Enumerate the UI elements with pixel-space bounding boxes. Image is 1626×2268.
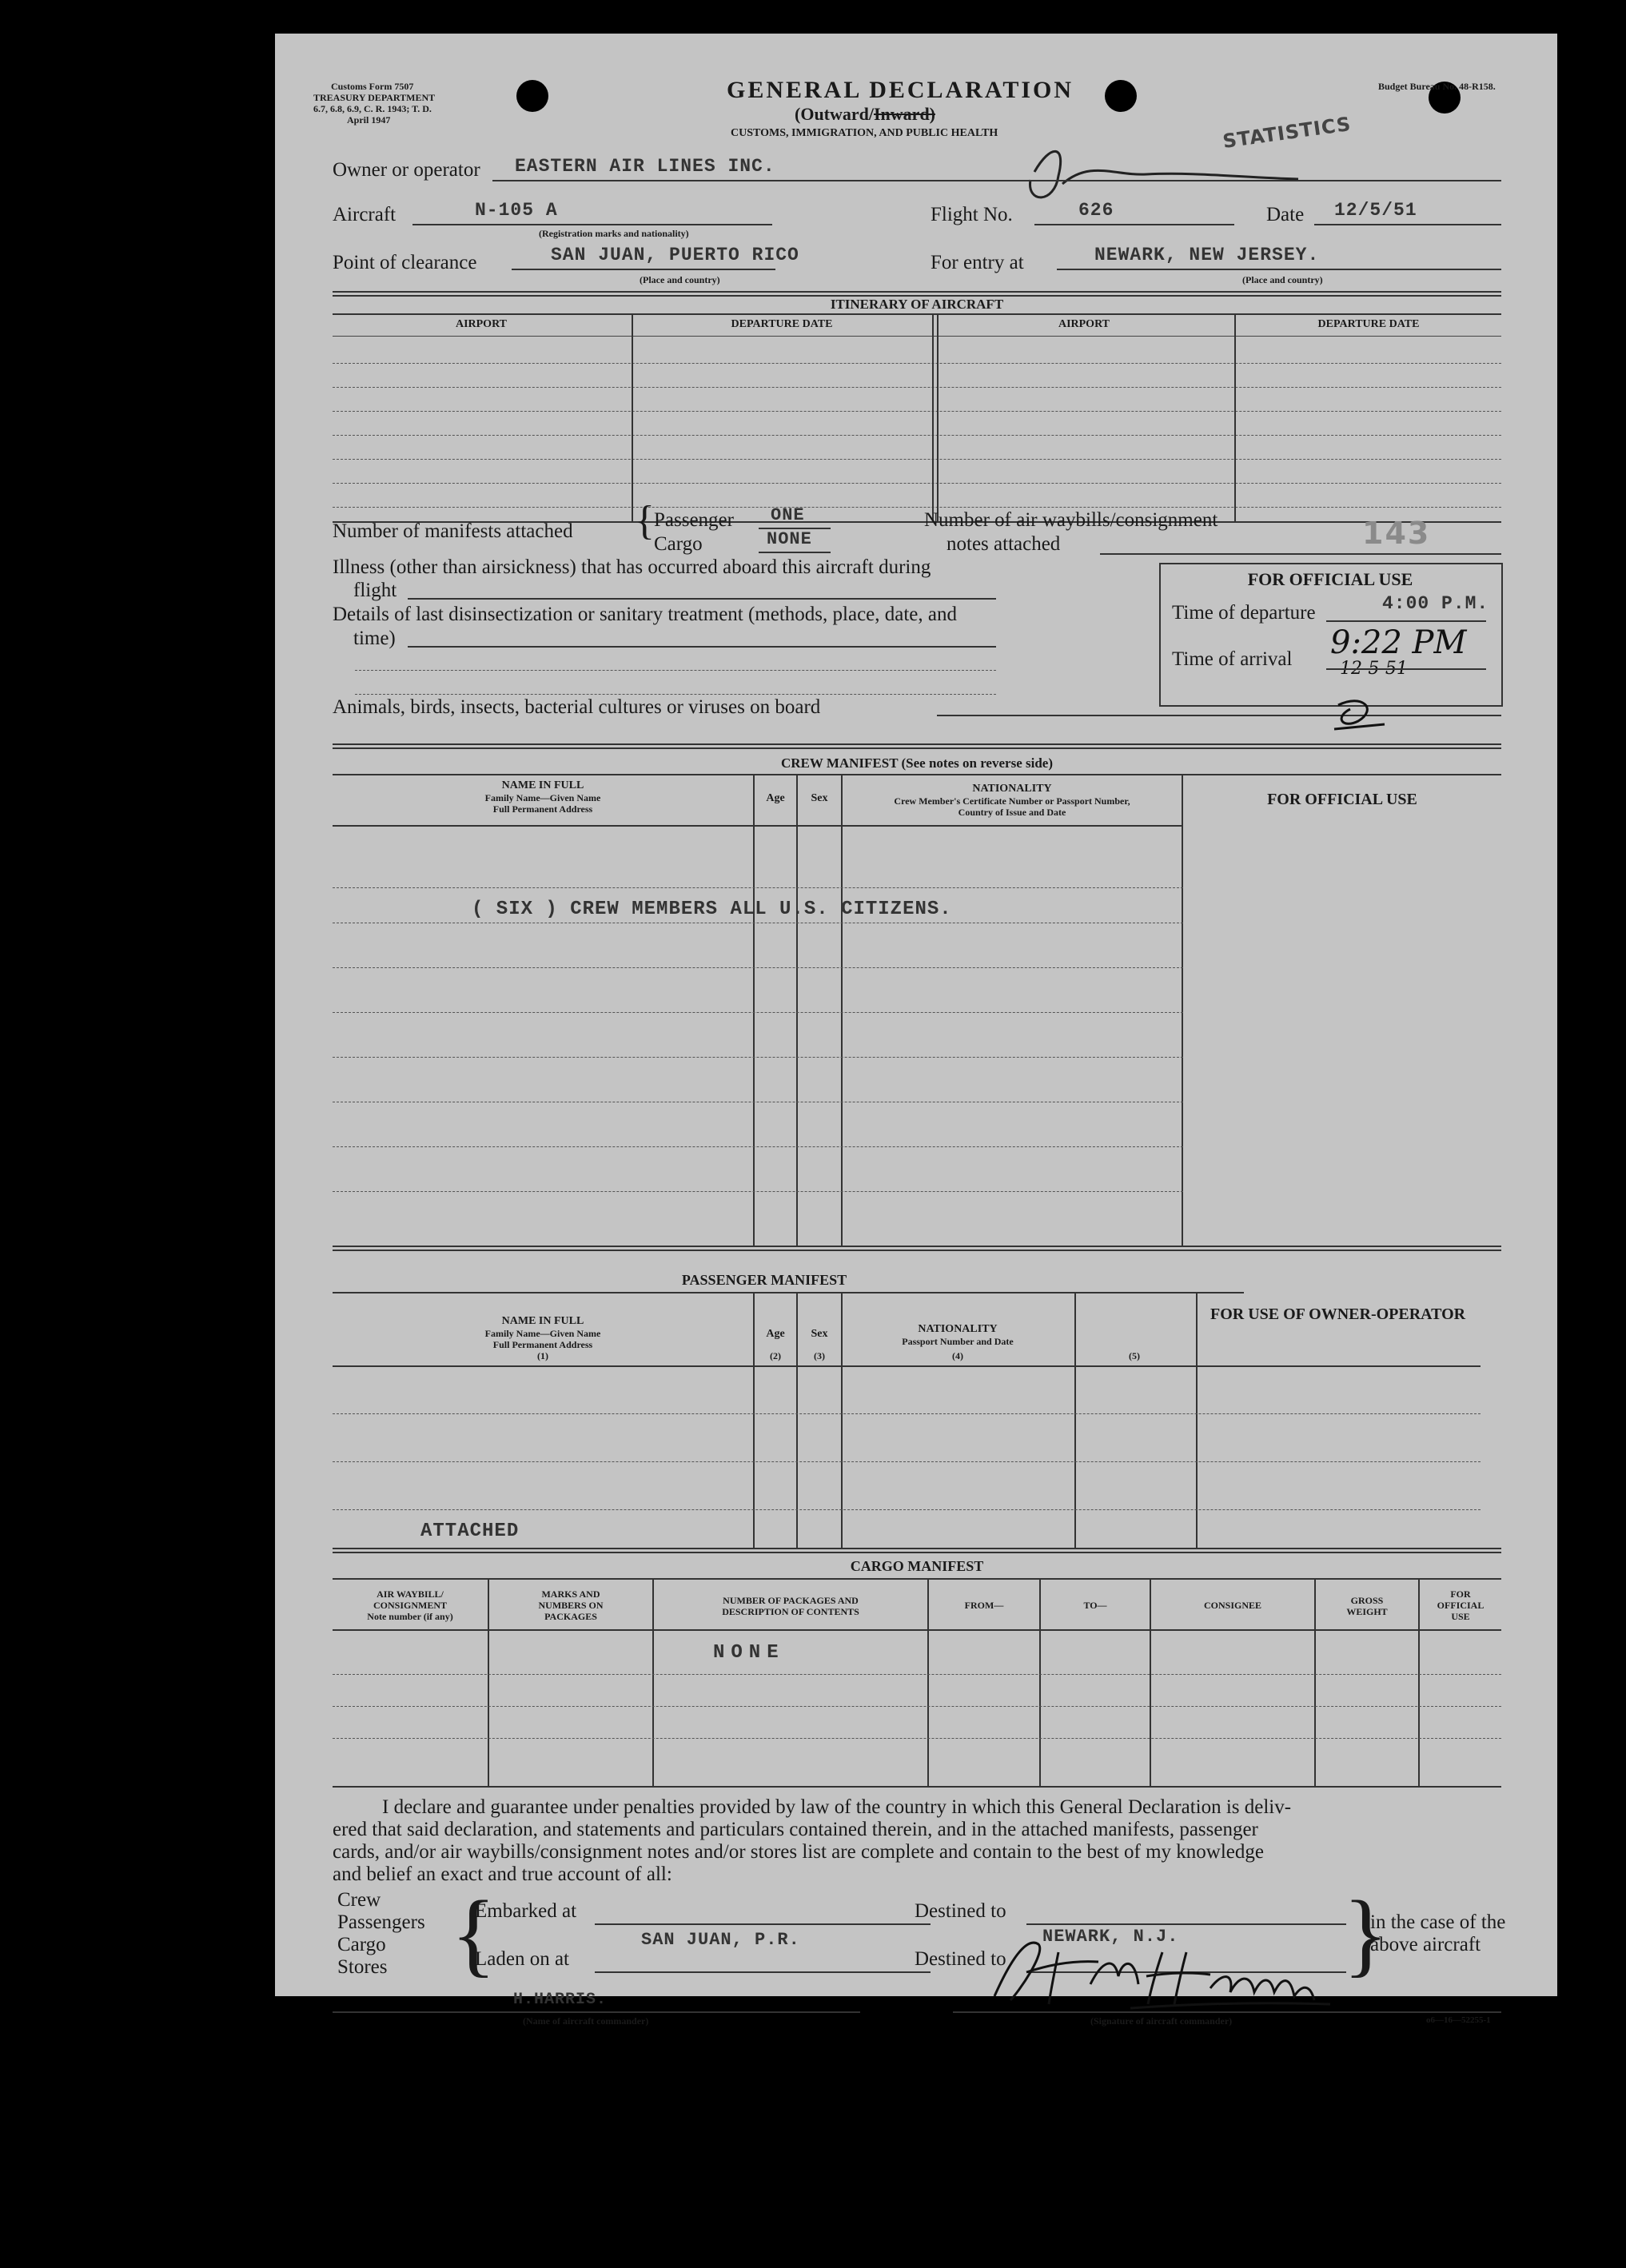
cargo-header-rule bbox=[333, 1578, 1501, 1580]
declaration-brace-right: } bbox=[1343, 1881, 1389, 1986]
crew-top-rule-2 bbox=[333, 747, 1501, 749]
clearance-value: SAN JUAN, PUERTO RICO bbox=[551, 245, 799, 265]
case-label-2: above aircraft bbox=[1370, 1934, 1481, 1955]
crew-col-name-sub1: Family Name—Given Name bbox=[484, 792, 601, 803]
crew-col-divider bbox=[753, 774, 755, 1246]
passenger-col-divider bbox=[796, 1292, 798, 1549]
passenger-col-owner-operator: FOR USE OF OWNER-OPERATOR bbox=[1210, 1305, 1466, 1323]
disinsect-line-2 bbox=[355, 670, 996, 671]
flight-number-line bbox=[1034, 224, 1234, 225]
embarked-label: Embarked at bbox=[475, 1900, 577, 1922]
cargo-col-waybill-1: AIR WAYBILL/ bbox=[377, 1588, 444, 1600]
crew-row-rule bbox=[333, 1191, 1183, 1192]
cargo-manifest-label: Cargo bbox=[654, 533, 703, 555]
entry-hint: (Place and country) bbox=[1242, 274, 1323, 285]
crew-header-rule bbox=[333, 774, 1501, 775]
passenger-col-divider bbox=[1196, 1292, 1198, 1549]
passenger-top-rule-2 bbox=[333, 1250, 1501, 1251]
owner-label: Owner or operator bbox=[333, 159, 480, 181]
crew-col-age: Age bbox=[766, 792, 785, 804]
commander-signature bbox=[970, 1928, 1338, 2016]
case-label-1: in the case of the bbox=[1370, 1911, 1506, 1933]
embarked-line bbox=[595, 1923, 931, 1925]
disinsect-line-3 bbox=[355, 694, 996, 695]
crew-col-nationality: NATIONALITY bbox=[972, 783, 1052, 795]
form-agencies: CUSTOMS, IMMIGRATION, AND PUBLIC HEALTH bbox=[731, 127, 998, 139]
crew-col-sex: Sex bbox=[811, 792, 828, 804]
manifests-brace: { bbox=[635, 498, 655, 544]
crew-row-rule bbox=[333, 887, 1183, 888]
itinerary-row-rule bbox=[333, 411, 1501, 412]
destined-label-2: Destined to bbox=[915, 1948, 1006, 1970]
itinerary-col-divider bbox=[937, 313, 939, 521]
signature-label: (Signature of aircraft commander) bbox=[1090, 2015, 1233, 2027]
itinerary-col-divider bbox=[932, 313, 934, 521]
declaration-stores: Stores bbox=[337, 1956, 388, 1978]
animals-line bbox=[937, 715, 1501, 716]
declaration-crew: Crew bbox=[337, 1889, 381, 1911]
regulations-label: 6.7, 6.8, 6.9, C. R. 1943; T. D. bbox=[313, 103, 432, 114]
commander-name-value: H.HARRIS. bbox=[513, 1991, 608, 2009]
crew-row-rule bbox=[333, 1146, 1183, 1147]
illness-line bbox=[408, 598, 996, 600]
itinerary-header-rule bbox=[333, 313, 1501, 315]
disinsect-label-2: time) bbox=[353, 628, 396, 649]
destined-label-1: Destined to bbox=[915, 1900, 1006, 1922]
date-value: 12/5/51 bbox=[1334, 200, 1417, 221]
passenger-manifest-title: PASSENGER MANIFEST bbox=[681, 1272, 847, 1288]
flight-number-label: Flight No. bbox=[931, 204, 1013, 225]
budget-bureau-number: Budget Bureau No. 48-R158. bbox=[1378, 81, 1496, 92]
waybills-label-2: notes attached bbox=[947, 533, 1061, 555]
passenger-header-rule bbox=[333, 1292, 1244, 1293]
passenger-col-name: NAME IN FULL bbox=[501, 1315, 584, 1327]
manifests-label: Number of manifests attached bbox=[333, 520, 573, 542]
aircraft-value: N-105 A bbox=[475, 200, 558, 221]
passenger-col-sex-num: (3) bbox=[814, 1350, 825, 1361]
cargo-col-consignee: CONSIGNEE bbox=[1203, 1600, 1262, 1611]
passenger-manifest-value: ONE bbox=[771, 505, 805, 525]
passenger-col-age: Age bbox=[766, 1328, 785, 1340]
itinerary-row-rule bbox=[333, 459, 1501, 460]
departure-time-value: 4:00 P.M. bbox=[1382, 593, 1489, 614]
print-code: o6—16—52255-1 bbox=[1426, 2015, 1491, 2025]
passenger-col-5: (5) bbox=[1129, 1350, 1140, 1361]
waybills-value: 143 bbox=[1362, 516, 1431, 551]
declaration-passengers: Passengers bbox=[337, 1911, 425, 1933]
passenger-header-bottom-rule bbox=[333, 1365, 1481, 1367]
animals-label: Animals, birds, insects, bacterial cultures or viruses on board bbox=[333, 696, 821, 718]
disinsect-label-1: Details of last disinsectization or sanitary treatment (methods, place, date, and bbox=[333, 604, 957, 625]
cargo-col-official-3: USE bbox=[1451, 1611, 1470, 1622]
itinerary-row-rule bbox=[333, 483, 1501, 484]
itinerary-row-rule bbox=[333, 336, 1501, 337]
cargo-manifest-line bbox=[759, 552, 831, 553]
crew-col-divider bbox=[796, 774, 798, 1246]
signature-line bbox=[953, 2011, 1501, 2013]
handwritten-initial-mark bbox=[1018, 128, 1306, 208]
passenger-col-name-sub2: Full Permanent Address bbox=[492, 1339, 593, 1350]
clearance-label: Point of clearance bbox=[333, 252, 477, 273]
arrival-time-value: 9:22 PM bbox=[1330, 624, 1467, 661]
crew-col-name-sub2: Full Permanent Address bbox=[492, 803, 593, 815]
cargo-top-rule-2 bbox=[333, 1552, 1501, 1553]
declaration-line-3: cards, and/or air waybills/consignment notes and/or stores list are complete and contain to the best of my knowledge bbox=[333, 1841, 1264, 1863]
itinerary-row-rule bbox=[333, 507, 1501, 508]
passenger-col-name-sub1: Family Name—Given Name bbox=[484, 1328, 601, 1339]
cargo-col-official-1: FOR bbox=[1450, 1588, 1471, 1600]
form-date: April 1947 bbox=[347, 114, 391, 126]
cargo-row-rule bbox=[333, 1706, 1501, 1707]
itinerary-row-rule bbox=[333, 435, 1501, 436]
cargo-header-bottom-rule bbox=[333, 1629, 1501, 1631]
itinerary-row-rule bbox=[333, 387, 1501, 388]
crew-col-official: FOR OFFICIAL USE bbox=[1267, 791, 1417, 808]
crew-header-bottom-rule bbox=[333, 825, 1183, 827]
passenger-col-age-num: (2) bbox=[770, 1350, 781, 1361]
passenger-row-rule bbox=[333, 1509, 1481, 1510]
cargo-col-waybill-2: CONSIGNMENT bbox=[373, 1600, 447, 1611]
itinerary-top-rule bbox=[333, 291, 1501, 293]
flight-number-value: 626 bbox=[1078, 200, 1114, 221]
entry-line bbox=[1057, 269, 1501, 270]
declaration-line-2: ered that said declaration, and statements and particulars contained therein, and in the attached manifests, passenger bbox=[333, 1819, 1258, 1840]
declaration-line-1: I declare and guarantee under penalties provided by law of the country in which this General Declaration is deliv- bbox=[382, 1796, 1292, 1818]
form-number: Customs Form 7507 bbox=[331, 81, 414, 92]
commander-name-label: (Name of aircraft commander) bbox=[523, 2015, 649, 2027]
passenger-col-divider bbox=[1074, 1292, 1076, 1549]
arrival-time-line bbox=[1326, 668, 1486, 670]
cargo-col-marks-2: NUMBERS ON bbox=[538, 1600, 604, 1611]
official-initial-mark bbox=[1330, 689, 1386, 737]
treasury-label: TREASURY DEPARTMENT bbox=[313, 92, 436, 103]
owner-value: EASTERN AIR LINES INC. bbox=[515, 156, 775, 177]
declaration-line-4: and belief an exact and true account of all: bbox=[333, 1863, 672, 1885]
itinerary-row-rule bbox=[333, 363, 1501, 364]
punch-hole bbox=[516, 80, 548, 112]
clearance-hint: (Place and country) bbox=[640, 274, 720, 285]
cargo-col-marks-3: PACKAGES bbox=[544, 1611, 597, 1622]
declaration-cargo: Cargo bbox=[337, 1934, 386, 1955]
crew-row-rule bbox=[333, 1012, 1183, 1013]
passenger-col-nationality-num: (4) bbox=[952, 1350, 963, 1361]
cargo-top-rule bbox=[333, 1548, 1501, 1549]
date-line bbox=[1314, 224, 1501, 225]
aircraft-label: Aircraft bbox=[333, 204, 397, 225]
cargo-col-gross-2: WEIGHT bbox=[1346, 1606, 1388, 1617]
illness-label-2: flight bbox=[353, 580, 397, 601]
disinsect-line bbox=[408, 646, 996, 648]
cargo-row-rule bbox=[333, 1674, 1501, 1675]
passenger-top-rule bbox=[333, 1246, 1501, 1247]
cargo-col-from: FROM— bbox=[964, 1600, 1004, 1611]
passenger-col-divider bbox=[841, 1292, 843, 1549]
crew-col-divider bbox=[1182, 774, 1183, 1246]
date-label: Date bbox=[1266, 204, 1305, 225]
cargo-manifest-value: NONE bbox=[767, 529, 812, 549]
crew-row-rule bbox=[333, 1057, 1183, 1058]
aircraft-line bbox=[412, 224, 772, 225]
crew-top-rule bbox=[333, 743, 1501, 745]
cargo-bottom-rule bbox=[333, 1786, 1501, 1788]
passenger-col-nationality-sub: Passport Number and Date bbox=[902, 1336, 1014, 1347]
statistics-stamp: STATISTICS bbox=[1221, 112, 1353, 153]
arrival-date-value: 12-5-51 bbox=[1340, 659, 1408, 679]
waybills-line bbox=[1100, 553, 1501, 555]
waybills-label-1: Number of air waybills/consignment bbox=[924, 509, 1218, 531]
laden-label: Laden on at bbox=[475, 1948, 570, 1970]
departure-time-label: Time of departure bbox=[1172, 602, 1316, 624]
clearance-line bbox=[512, 269, 775, 270]
itinerary-col-airport-1: AIRPORT bbox=[455, 318, 508, 330]
illness-label-1: Illness (other than airsickness) that has occurred aboard this aircraft during bbox=[333, 556, 931, 578]
destined-value: NEWARK, N.J. bbox=[1042, 1927, 1179, 1947]
entry-value: NEWARK, NEW JERSEY. bbox=[1094, 245, 1320, 265]
form-title: GENERAL DECLARATION bbox=[727, 77, 1074, 103]
passenger-row-rule bbox=[333, 1413, 1481, 1414]
crew-col-divider bbox=[841, 774, 843, 1246]
itinerary-col-airport-2: AIRPORT bbox=[1058, 318, 1110, 330]
cargo-entry: NONE bbox=[713, 1642, 785, 1664]
passenger-col-nationality: NATIONALITY bbox=[918, 1323, 998, 1335]
crew-row-rule bbox=[333, 967, 1183, 968]
departure-time-line bbox=[1326, 620, 1486, 622]
crew-manifest-title: CREW MANIFEST (See notes on reverse side) bbox=[781, 755, 1053, 771]
subtitle-inward-struck: Inward) bbox=[874, 104, 936, 124]
arrival-time-label: Time of arrival bbox=[1172, 648, 1293, 670]
declaration-form-page bbox=[275, 34, 1557, 2027]
itinerary-title: ITINERARY OF AIRCRAFT bbox=[830, 297, 1004, 312]
passenger-row-rule bbox=[333, 1461, 1481, 1462]
crew-col-nationality-sub1: Crew Member's Certificate Number or Passport Number, bbox=[894, 795, 1130, 807]
passenger-col-sex: Sex bbox=[811, 1328, 828, 1340]
embarked-value: SAN JUAN, P.R. bbox=[641, 1930, 800, 1950]
cargo-col-marks-1: MARKS AND bbox=[541, 1588, 600, 1600]
commander-name-line bbox=[333, 2011, 860, 2013]
destined-line-1 bbox=[1026, 1923, 1346, 1925]
declaration-brace-left: { bbox=[451, 1881, 496, 1986]
entry-label: For entry at bbox=[931, 252, 1024, 273]
cargo-col-gross-1: GROSS bbox=[1350, 1595, 1384, 1606]
cargo-col-waybill-3: Note number (if any) bbox=[367, 1611, 453, 1622]
itinerary-col-divider bbox=[632, 313, 633, 521]
cargo-col-to: TO— bbox=[1083, 1600, 1107, 1611]
passenger-manifest-label: Passenger bbox=[654, 509, 734, 531]
cargo-row-rule bbox=[333, 1738, 1501, 1739]
itinerary-col-divider bbox=[1234, 313, 1236, 521]
crew-col-nationality-sub2: Country of Issue and Date bbox=[958, 807, 1066, 818]
form-subtitle bbox=[795, 106, 935, 123]
punch-hole bbox=[1105, 80, 1137, 112]
subtitle-outward: (Outward/ bbox=[795, 104, 874, 124]
itinerary-col-departure-1: DEPARTURE DATE bbox=[731, 318, 833, 330]
cargo-manifest-title: CARGO MANIFEST bbox=[850, 1558, 984, 1574]
official-use-title: FOR OFFICIAL USE bbox=[1247, 569, 1413, 589]
passenger-col-divider bbox=[753, 1292, 755, 1549]
owner-line bbox=[492, 180, 1501, 181]
cargo-col-official-2: OFFICIAL bbox=[1437, 1600, 1485, 1611]
passenger-entry: ATTACHED bbox=[420, 1521, 520, 1542]
crew-col-name: NAME IN FULL bbox=[501, 779, 584, 791]
cargo-col-number-2: DESCRIPTION OF CONTENTS bbox=[722, 1606, 859, 1617]
itinerary-col-departure-2: DEPARTURE DATE bbox=[1317, 318, 1420, 330]
laden-line bbox=[595, 1971, 931, 1973]
passenger-col-name-num: (1) bbox=[537, 1350, 548, 1361]
aircraft-hint: (Registration marks and nationality) bbox=[539, 228, 689, 239]
crew-entry: ( SIX ) CREW MEMBERS ALL U.S. CITIZENS. bbox=[472, 899, 952, 920]
cargo-col-number-1: NUMBER OF PACKAGES AND bbox=[723, 1595, 859, 1606]
